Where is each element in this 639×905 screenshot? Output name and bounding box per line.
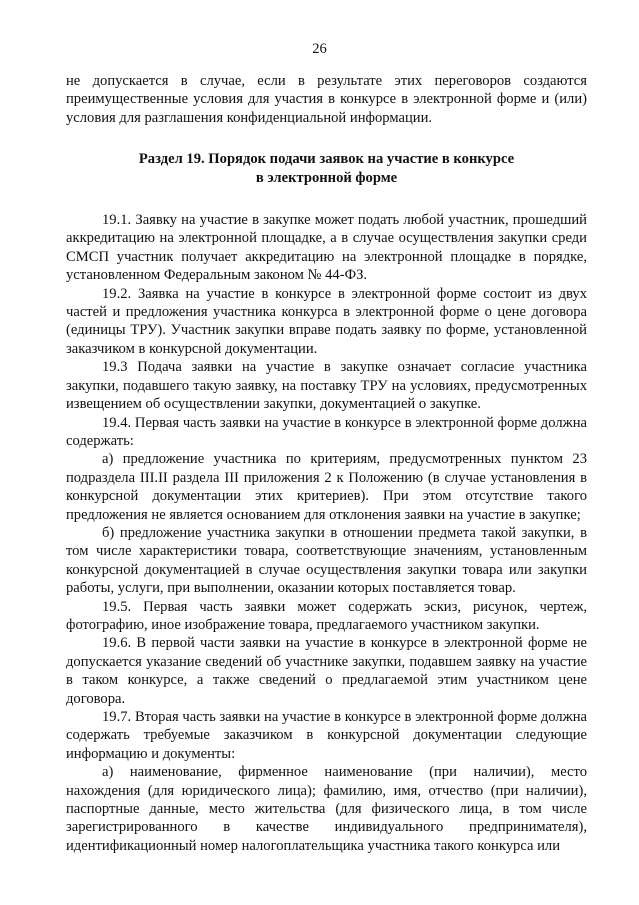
intro-paragraph: не допускается в случае, если в результате этих переговоров создаются преимущественные условия для участия в конкурсе в электронной форме и (или) условия для разглашения конфиденциальной информации. — [66, 73, 587, 126]
document-body — [66, 72, 587, 855]
paragraph-19-4-b: б) предложение участника закупки в отношении предмета такой закупки, в том числе характеристики товара, соответствующие значениям, установленным конкурсной документацией в случае осуществления закупки товара или закупки работы, услуги, при выполнении, оказании которых поставляется товар. — [66, 524, 587, 597]
paragraph-19-3: 19.3 Подача заявки на участие в закупке означает согласие участника закупки, подавшего такую заявку, на поставку ТРУ на условиях, предусмотренных извещением об осуществлении закупки, документацией о закупке. — [66, 359, 587, 413]
section-heading-line-1: Раздел 19. Порядок подачи заявок на участие в конкурсе — [138, 151, 515, 168]
paragraph-19-7: 19.7. Вторая часть заявки на участие в конкурсе в электронной форме должна содержать требуемые заказчиком в конкурсной документации следующие информацию и документы: — [66, 709, 587, 762]
paragraph-19-2: 19.2. Заявка на участие в конкурсе в электронной форме состоит из двух частей и предложения участника конкурса в электронной форме о цене договора (единицы ТРУ). Участник закупки вправе подать заявку по форме, установленной заказчиком в конкурсной документации. — [66, 285, 587, 357]
paragraph-19-4-a: а) предложение участника по критериям, предусмотренных пунктом 23 подраздела III.II раздела III приложения 2 к Положению (в случае установления в конкурсной документации этих критериев). При этом отсутствие такого предложения не является основанием для отклонения заявки на участие в закупке; — [66, 451, 587, 523]
paragraph-19-1: 19.1. Заявку на участие в закупке может подать любой участник, прошедший аккредитацию на электронной площадке, а в случае осуществления закупки среди СМСП участник получает аккредитацию на электронной площадке в порядке, установленном Федеральным законом № 44-ФЗ. — [66, 212, 587, 284]
paragraph-19-7-a: а) наименование, фирменное наименование (при наличии), место нахождения (для юридического лица); фамилию, имя, отчество (при наличии), паспортные данные, место жительства (для физического лица, в том числе зарегистрированного в качестве индивидуального предпринимателя), идентификационный номер налогоплательщика участника такого конкурса или — [66, 764, 587, 854]
section-heading-line-2: в электронной форме — [255, 169, 398, 186]
paragraph-19-4: 19.4. Первая часть заявки на участие в конкурсе в электронной форме должна содержать: — [66, 414, 587, 449]
page-number: 26 — [312, 41, 327, 57]
paragraph-19-6: 19.6. В первой части заявки на участие в конкурсе в электронной форме не допускается указание сведений об участнике закупки, подавшем заявку на участие в таком конкурсе, а также сведений о предлагаемой этим участником цене договора. — [66, 635, 587, 707]
paragraph-19-5: 19.5. Первая часть заявки может содержать эскиз, рисунок, чертеж, фотографию, иное изображение товара, предлагаемого участником закупки. — [66, 598, 587, 633]
section-heading — [66, 150, 587, 187]
